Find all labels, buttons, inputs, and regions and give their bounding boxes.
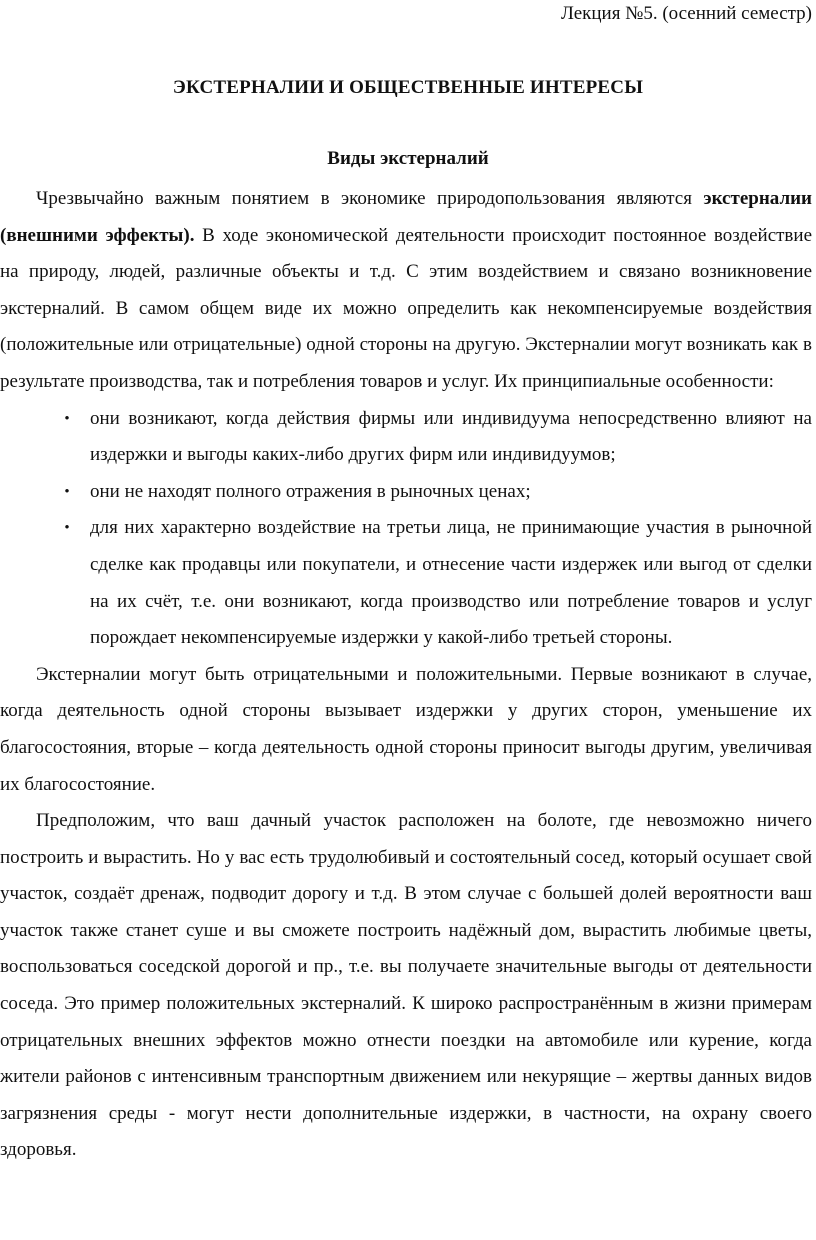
body-text: [0, 181, 812, 1169]
paragraph-types: Экстерналии могут быть отрицательными и положительными. Первые возникают в случае, когда деятельность одной стороны вызывает издержки у других сторон, уменьшение их благосостояния, вторые – когда деятельность одной стороны приносит выгоды другим, увеличивая их благосостояние.: [0, 663, 812, 795]
bullet-icon: •: [64, 520, 70, 537]
list-item-text: для них характерно воздействие на третьи лица, не принимающие участия в рыночной сделке как продавцы или покупатели, и отнесение части издержек или выгод от сделки на их счёт, т.е. они возникают, когда производство или потребление товаров и услуг порождает некомпенсируемые издержки у какой-либо третьей стороны.: [90, 517, 812, 649]
list-item: [0, 510, 812, 656]
list-item-text: они не находят полного отражения в рыночных ценах;: [90, 480, 531, 502]
paragraph-example: Предположим, что ваш дачный участок расположен на болоте, где невозможно ничего построить и вырастить. Но у вас есть трудолюбивый и состоятельный сосед, который осушает свой участок, создаёт дренаж, подводит дорогу и т.д. В этом случае с большей долей вероятности ваш участок также станет суше и вы сможете построить надёжный дом, вырастить любимые цветы, воспользоваться соседской дорогой и пр., т.е. вы получаете значительные выгоды от деятельности соседа. Это пример положительных экстерналий. К широко распространённым в жизни примерам отрицательных внешних эффектов можно отнести поездки на автомобиле или курение, когда жители районов с интенсивным транспортным движением или некурящие – жертвы данных видов загрязнения среды - могут нести дополнительные издержки, в частности, на охрану своего здоровья.: [0, 810, 812, 1161]
section-title: Виды экстерналий: [327, 148, 489, 169]
features-list: [0, 401, 812, 657]
paragraph-intro-rest: В ходе экономической деятельности происходит постоянное воздействие на природу, людей, различные объекты и т.д. С этим воздействием и связано возникновение экстерналий. В самом общем виде их можно определить как некомпенсируемые воздействия (положительные или отрицательные) одной стороны на другую. Экстерналии могут возникать как в результате производства, так и потребления товаров и услуг. Их принципиальные особенности:: [0, 224, 813, 392]
bullet-icon: •: [64, 410, 70, 427]
list-item: [0, 401, 812, 474]
list-item-text: они возникают, когда действия фирмы или индивидуума непосредственно влияют на издержки и выгоды каких-либо других фирм или индивидуумов;: [90, 407, 812, 466]
paragraph-intro-lead: Чрезвычайно важным понятием в экономике природопользования являются: [36, 188, 692, 209]
paragraph-intro: [0, 181, 812, 401]
term-externalities: экстерналии (внешними эффекты).: [0, 188, 812, 246]
list-item: [0, 474, 812, 511]
lecture-header: Лекция №5. (осенний семестр): [560, 3, 812, 24]
page-title: ЭКСТЕРНАЛИИ И ОБЩЕСТВЕННЫЕ ИНТЕРЕСЫ: [172, 77, 644, 98]
bullet-icon: •: [64, 483, 70, 500]
